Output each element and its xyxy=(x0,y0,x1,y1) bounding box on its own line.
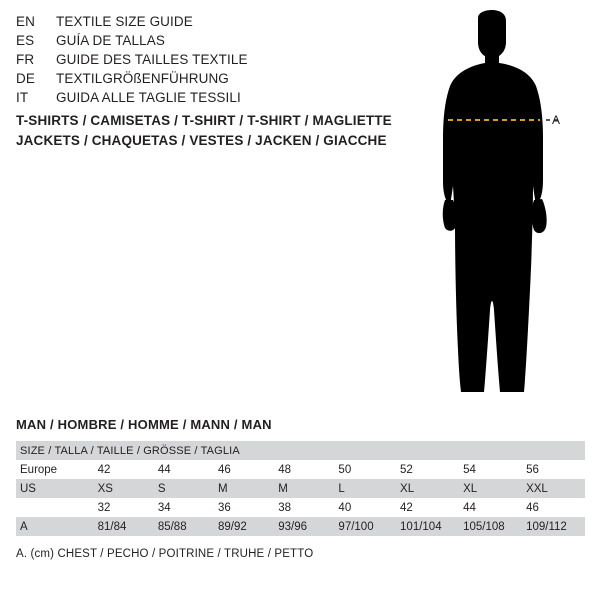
cell: 54 xyxy=(459,460,522,479)
category-line-jackets: JACKETS / CHAQUETAS / VESTES / JACKEN / GIACCHE xyxy=(16,133,387,148)
cell: XS xyxy=(94,479,154,498)
cell: 89/92 xyxy=(214,517,274,536)
section-heading-man: MAN / HOMBRE / HOMME / MANN / MAN xyxy=(16,417,272,432)
table-row xyxy=(16,498,585,517)
cell: 40 xyxy=(334,498,396,517)
language-code: ES xyxy=(16,33,35,48)
cell: 81/84 xyxy=(94,517,154,536)
language-code: DE xyxy=(16,71,35,86)
table-row xyxy=(16,479,585,498)
cell: 36 xyxy=(214,498,274,517)
language-row xyxy=(16,52,416,71)
cell: 32 xyxy=(94,498,154,517)
cell: 42 xyxy=(94,460,154,479)
row-label: A xyxy=(16,517,94,536)
male-silhouette-icon xyxy=(400,10,600,410)
cell: 105/108 xyxy=(459,517,522,536)
cell: S xyxy=(154,479,214,498)
language-text: TEXTILGRÖßENFÜHRUNG xyxy=(56,71,229,86)
cell: 85/88 xyxy=(154,517,214,536)
cell: M xyxy=(214,479,274,498)
cell: XXL xyxy=(522,479,585,498)
language-list xyxy=(16,14,416,109)
row-label: US xyxy=(16,479,94,498)
table-header-row xyxy=(16,441,585,460)
cell: 38 xyxy=(274,498,334,517)
language-code: FR xyxy=(16,52,35,67)
cell: 44 xyxy=(459,498,522,517)
cell: XL xyxy=(459,479,522,498)
row-label: Europe xyxy=(16,460,94,479)
language-code: IT xyxy=(16,90,29,105)
chest-measure-label: A xyxy=(552,113,561,127)
size-table xyxy=(16,441,585,536)
table-row xyxy=(16,460,585,479)
table-row xyxy=(16,517,585,536)
cell: 97/100 xyxy=(334,517,396,536)
language-text: GUIDE DES TAILLES TEXTILE xyxy=(56,52,248,67)
row-label xyxy=(16,498,94,517)
cell: M xyxy=(274,479,334,498)
category-list xyxy=(16,111,436,151)
language-row xyxy=(16,90,416,109)
cell: 34 xyxy=(154,498,214,517)
chest-footnote: A. (cm) CHEST / PECHO / POITRINE / TRUHE / PETTO xyxy=(16,548,314,560)
language-code: EN xyxy=(16,14,35,29)
cell: 93/96 xyxy=(274,517,334,536)
language-row xyxy=(16,14,416,33)
cell: XL xyxy=(396,479,459,498)
cell: L xyxy=(334,479,396,498)
cell: 56 xyxy=(522,460,585,479)
language-text: GUIDA ALLE TAGLIE TESSILI xyxy=(56,90,241,105)
cell: 46 xyxy=(214,460,274,479)
cell: 50 xyxy=(334,460,396,479)
cell: 52 xyxy=(396,460,459,479)
cell: 48 xyxy=(274,460,334,479)
cell: 109/112 xyxy=(522,517,585,536)
table-header-label: SIZE / TALLA / TAILLE / GRÖSSE / TAGLIA xyxy=(16,441,585,460)
language-row xyxy=(16,71,416,90)
cell: 42 xyxy=(396,498,459,517)
language-row xyxy=(16,33,416,52)
cell: 101/104 xyxy=(396,517,459,536)
category-line-tshirts: T-SHIRTS / CAMISETAS / T-SHIRT / T-SHIRT / MAGLIETTE xyxy=(16,113,392,128)
cell: 44 xyxy=(154,460,214,479)
language-text: TEXTILE SIZE GUIDE xyxy=(56,14,193,29)
male-figure-illustration xyxy=(400,10,600,410)
language-text: GUÍA DE TALLAS xyxy=(56,33,165,48)
cell: 46 xyxy=(522,498,585,517)
